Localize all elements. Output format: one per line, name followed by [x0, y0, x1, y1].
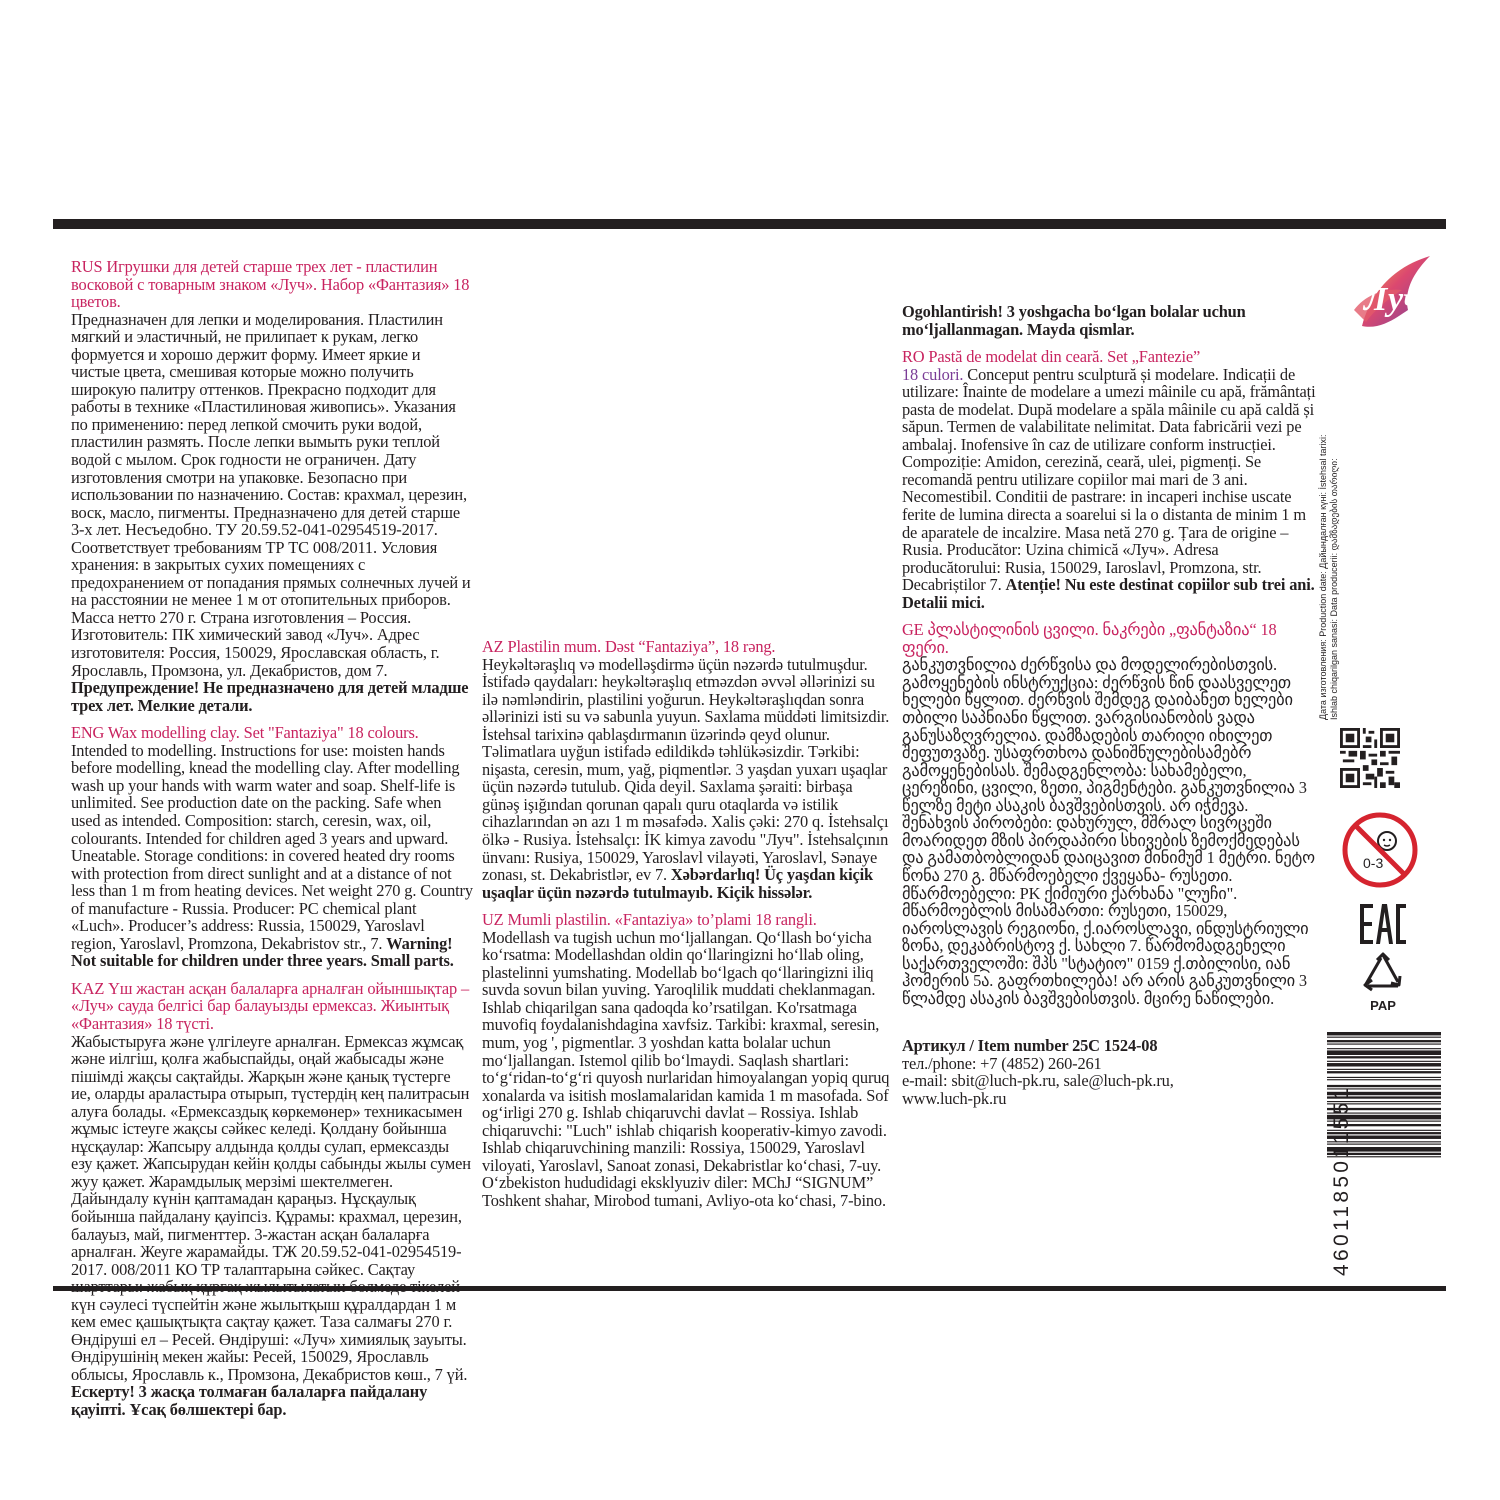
kaz-text [71, 1033, 473, 1419]
ro-warning: Atenție! Nu este destinat copiilor sub trei ani. Detalii mici. [902, 575, 1315, 612]
barcode-bar [1327, 1056, 1441, 1058]
section-uz-warning [902, 303, 1316, 338]
az-text [482, 656, 892, 902]
barcode-bar [1327, 1077, 1441, 1078]
ro-text [902, 366, 1316, 612]
column-2 [482, 258, 892, 1220]
barcode-bar [1327, 1063, 1441, 1066]
qr-code-icon [1340, 728, 1400, 788]
section-kaz [71, 980, 473, 1419]
barcode-bar [1327, 1040, 1441, 1042]
column-3 [902, 258, 1316, 1118]
barcode-bar [1327, 1061, 1441, 1062]
logo-text: Луч [1364, 281, 1421, 318]
section-uz [482, 911, 892, 1209]
uz-body: Modellash va tugish uchun mo‘ljallangan. Qo‘llash bo‘yicha ko‘rsatma: Modellashdan oldin qo‘llaringizni ho‘llab oling, plastelinni yumshating. Modellab bo‘lgach qo‘llaringizni iliq suvda sovun bilan yuving. Yaroqlilik muddati cheklanmagan. Ishlab chiqarilgan sana qadoqda ko’rsatilgan. Ko'rsatmaga muvofiq foydalanishdagina xavfsiz. Tarkibi: kraxmal, seresin, mum, yog ', pigmentlar. 3 yoshdan katta bolalar uchun mo‘ljallangan. Istemol qilib bo‘lmaydi. Saqlash shartlari: to‘g‘ridan-to‘g‘ri quyosh nurlaridan himoyalangan yopiq quruq xonalarda va isitish moslamalaridan kamida 1 m masofada. Sof og‘irligi 270 g. Ishlab chiqaruvchi davlat – Rossiya. Ishlab chiqaruvchi: "Luch" ishlab chiqarish kooperativ-kimyo zavodi. Ishlab chiqaruvchining manzili: Rossiya, 150029, Yaroslavl viloyati, Yaroslavl, Sanoat zonasi, Dekabristlar ko‘chasi, 7-uy. O‘zbekiston hududidagi eksklyuziv diler: MChJ “SIGNUM” Toshkent shahar, Mirobod tumani, Avliyo-ota ko‘chasi, 7-bino. [482, 927, 890, 1210]
ge-body: განკუთვნილია ძერწვისა და მოდელირებისთვის. გამოყენების ინსტრუქცია: ძერწვის წინ დაასველეთ ხელები წყლით. ძერწვის შემდეგ დაიბანეთ ხელები თბილი საპნიანი წყლით. ვარგისიანობის ვადა განუსაზღვრელია. დამზადების თარიღი იხილეთ შეფუთვაზე. უსაფრთხოა დანიშნულებისამებრ გამოყენებისას. შემადგენლობა: სახამებელი, ცერეზინი, ცვილი, ზეთი, პიგმენტები. განკუთვნილია 3 წელზე მეტი ასაკის ბავშვებისთვის. არ იჭმევა. შენახვის პირობები: დახურულ, მშრალ სივრცეში მოარიდეთ მზის პირდაპირი სხივების ზემოქმედებას და გამათბობლიდან დაიცავით მინიმუმ 1 მეტრი. ნეტო წონა 270 გ. მწარმოებელი ქვეყანა- რუსეთი. მწარმოებელი: PK ქიმიური ქარხანა "ლუჩი". მწარმოებლის მისამართი: რუსეთი, 150029, იაროსლავის რეგიონი, ქ.იაროსლავი, ინდუსტრიული ზონა, დეკაბრისტოვ ქ. სახლი 7. წარმომადგენელი საქართველოში: შპს "სტატიო" 0159 ქ.თბილისი, იან ჰომერის 5ა. გაფრთხილება! არ არის განკუთვნილი 3 წლამდე ასაკის ბავშვებისთვის. მცირე ნაწილები. [902, 655, 1315, 1008]
top-border [53, 219, 1446, 229]
az-body: Heykəltəraşlıq və modelləşdirmə üçün nəzərdə tutulmuşdur. İstifadə qaydaları: heykəltəraşlıq etməzdən əvvəl əllərinizi su ilə nəmləndirin, plastilini yoğurun. Heykəltəraşlıqdan sonra əllərinizi isti su və sabunla yuyun. Saxlama müddəti limitsizdir. İstehsal tarixinə qablaşdırmanın üzərində qeyd olunur. Təlimatlara uyğun istifadə edildikdə təhlükəsizdir. Tərkibi: nişasta, ceresin, mum, yağ, piqmentlər. 3 yaşdan yuxarı uşaqlar üçün nəzərdə tutulub. Qida deyil. Saxlama şəraiti: birbaşa günəş işığından qorunan qapalı quru otaqlarda və istilik cihazlarından ən azı 1 m məsafədə. Xalis çəki: 270 q. İstehsalçı ölkə - Rusiya. İstehsalçı: İK kimya zavodu "Луч". İstehsalçının ünvanı: Rusiya, 150029, Yaroslavl vilayəti, Yaroslavl, Sənaye zonası, st. Dekabristlər, ev 7. [482, 654, 890, 885]
ro-heading-2: 18 culori. [902, 364, 964, 384]
eng-warning: Warning! Not suitable for children under three years. Small parts. [71, 933, 454, 971]
barcode-bar [1327, 1071, 1441, 1073]
phone: тел./phone: +7 (4852) 260-261 [902, 1053, 1102, 1073]
ro-body: Conceput pentru sculptură și modelare. Indicații de utilizare: Înainte de modelare a umezi mâinile cu apă, frământați pasta de modelat. După modelare a spăla mâinile cu apă caldă și săpun. Termen de valabilitate nelimitat. Data fabricării vezi pe ambalaj. Inofensive în caz de utilizare conform instrucției. Compoziție: Amidon, cerezină, ceară, ulei, pigmenți. Se recomandă pentru utilizare copiilor mai mari de 3 ani. Necomestibil. Conditii de pastrare: in incaperi inchise uscate ferite de lumina directa a soarelui si la o distanta de minim 1 m de aparatele de incalzire. Masa netă 270 g. Țara de origine – Rusia. Producător: Uzina chimică «Луч». Adresa producătorului: Rusia, 150029, Iaroslavl, Promzona, str. Decabriștilor 7. [902, 364, 1316, 595]
kaz-body: Жабыстыруға және үлгілеуге арналған. Ермексаз жұмсақ және иілгіш, қолға жабыспайды, оңай жабысады және пішімді жақсы сақтайды. Жарқын және қанық түстерге ие, оларды араластыра отырып, түстердің кең палитрасын алуға болады. «Ермексаздық көркемөнер» техникасымен жұмыс істеуге жақсы сәйкес келеді. Қолдану бойынша нұсқаулар: Жапсыру алдында қолды сулап, ермексазды езу қажет. Жапсырудан кейін қолды сабынды жылы сумен жуу қажет. Жарамдылық мерзімі шектелмеген. Дайындалу күнін қаптамадан қараңыз. Нұсқаулық бойынша пайдалану қауіпсіз. Құрамы: крахмал, церезин, балауыз, май, пигменттер. 3-жастан асқан балаларға арналған. Жеуге жарамайды. ТЖ 20.59.52-041-02954519-2017. 008/2011 КО ТР талаптарына сәйкес. Сақтау шарттары: жабық құрғақ жылытылатын бөлмеде тікелей күн сәулесі түспейтін және жылытқыш құралдардан 1 м кем емес қашықтықта сақтау қажет. Таза салмағы 270 г. Өндіруші ел – Ресей. Өндіруші: «Луч» химиялық зауыты. Өндірушінің мекен жайы: Ресей, 150029, Ярославль облысы, Ярославль к., Промзона, Декабристов көш., 7 үй. [71, 1031, 471, 1384]
eac-mark-icon [1358, 900, 1408, 948]
barcode-number: 4601185011551 [1330, 1084, 1353, 1276]
ge-heading: GE პლასტილინის ცვილი. ნაკრები „ფანტაზია“ 18 ფერი. [902, 620, 1277, 657]
article-number: Артикул / Item number 25С 1524-08 [902, 1036, 1158, 1056]
barcode-bar [1327, 1044, 1441, 1045]
recycling-pap-icon [1352, 952, 1414, 1016]
ro-heading: RO Pastă de modelat din ceară. Set „Fantezie” [902, 347, 1201, 367]
section-ge [902, 621, 1316, 1007]
barcode-bar [1327, 1037, 1441, 1038]
uz-heading: UZ Mumli plastilin. «Fantaziya» to’plami 18 rangli. [482, 910, 817, 930]
column-1 [71, 258, 473, 1429]
eng-body: Intended to modelling. Instructions for use: moisten hands before modelling, knead the modelling clay. After modelling wash up your hands with warm water and soap. Shelf-life is unlimited. See production date on the packing. Safe when used as intended. Composition: starch, ceresin, wax, oil, colourants. Intended for children aged 3 years and upward. Uneatable. Storage conditions: in covered heated dry rooms with protection from direct sunlight and at a distance of not less than 1 m from heating devices. Net weight 270 g. Country of manufacture - Russia. Producer: PC chemical plant «Luch». Producer’s address: Russia, 150029, Yaroslavl region, Yaroslavl, Promzona, Dekabristov str., 7. [71, 740, 473, 953]
rus-body: Предназначен для лепки и моделирования. Пластилин мягкий и эластичный, не прилипает к рукам, легко формуется и хорошо держит форму. Имеет яркие и чистые цвета, смешивая которые можно получить широкую палитру оттенков. Прекрасно подходит для работы в технике «Пластилиновая живопись». Указания по применению: перед лепкой смочить руки водой, пластилин размять. После лепки вымыть руки теплой водой с мылом. Срок годности не ограничен. Дату изготовления смотри на упаковке. Безопасно при использовании по назначению. Состав: крахмал, церезин, воск, масло, пигменты. Предназначено для детей старше 3-х лет. Несъедобно. ТУ 20.59.52-041-02954519-2017. Соответствует требованиям ТР ТС 008/2011. Условия хранения: в закрытых сухих помещениях с предохранением от попадания прямых солнечных лучей и на расстоянии не менее 1 м от отопительных приборов. Масса нетто 270 г. Страна изготовления – Россия. Изготовитель: ПК химический завод «Луч». Адрес изготовителя: Россия, 150029, Ярославская область, г. Ярославль, Промзона, ул. Декабристов, дом 7. [71, 309, 471, 680]
section-eng [71, 724, 473, 970]
barcode-bar [1327, 1069, 1441, 1070]
az-warning: Xəbərdarlıq! Üç yaşdan kiçik uşaqlar üçün nəzərdə tutulmayıb. Kiçik hissələr. [482, 865, 873, 902]
kaz-warning: Ескерту! 3 жасқа толмаған балаларға пайдалану қауіпті. Ұсақ бөлшектері бар. [71, 1382, 428, 1419]
uz-warning: Ogohlantirish! 3 yoshgacha bo‘lgan bolalar uchun mo‘ljallanmagan. Mayda qismlar. [902, 302, 1246, 339]
eng-heading: ENG Wax modelling clay. Set "Fantaziya" 18 colours. [71, 723, 419, 743]
section-az [482, 638, 892, 901]
barcode-bar [1327, 1032, 1441, 1035]
barcode-bar [1327, 1050, 1441, 1055]
rus-warning: Предупреждение! Не предназначено для детей младше трех лет. Мелкие детали. [71, 678, 469, 715]
rus-heading: RUS Игрушки для детей старше трех лет - пластилин восковой с товарным знаком «Луч». Набор «Фантазия» 18 цветов. [71, 257, 470, 312]
age-label: 0-3 [1363, 855, 1384, 871]
email: e-mail: sbit@luch-pk.ru, sale@luch-pk.ru, [902, 1071, 1174, 1091]
production-date-line-2: Ishlab chiqarilgan sanasi: Data producerii: დამზადების თარიღი: [1329, 458, 1339, 720]
section-contacts [902, 1037, 1316, 1107]
production-date-line-1: Дата изготовления: Production date: Дайындалған күні: İstehsal tarixi: [1318, 434, 1328, 720]
website: www.luch-pk.ru [902, 1088, 1007, 1108]
az-heading: AZ Plastilin mum. Dəst “Fantaziya”, 18 rəng. [482, 637, 776, 656]
barcode-bar [1327, 1048, 1441, 1049]
section-rus [71, 258, 473, 714]
barcode-bar [1327, 1079, 1441, 1080]
eng-text [71, 742, 473, 970]
kaz-heading: KAZ Үш жастан асқан балаларға арналған ойыншықтар – «Луч» сауда белгісі бар балауызды ермексаз. Жиынтық «Фантазия» 18 түсті. [71, 978, 470, 1033]
age-restriction-icon [1340, 810, 1420, 890]
luch-logo [1342, 248, 1438, 340]
section-ro [902, 348, 1316, 611]
pap-label: PAP [1370, 998, 1396, 1013]
